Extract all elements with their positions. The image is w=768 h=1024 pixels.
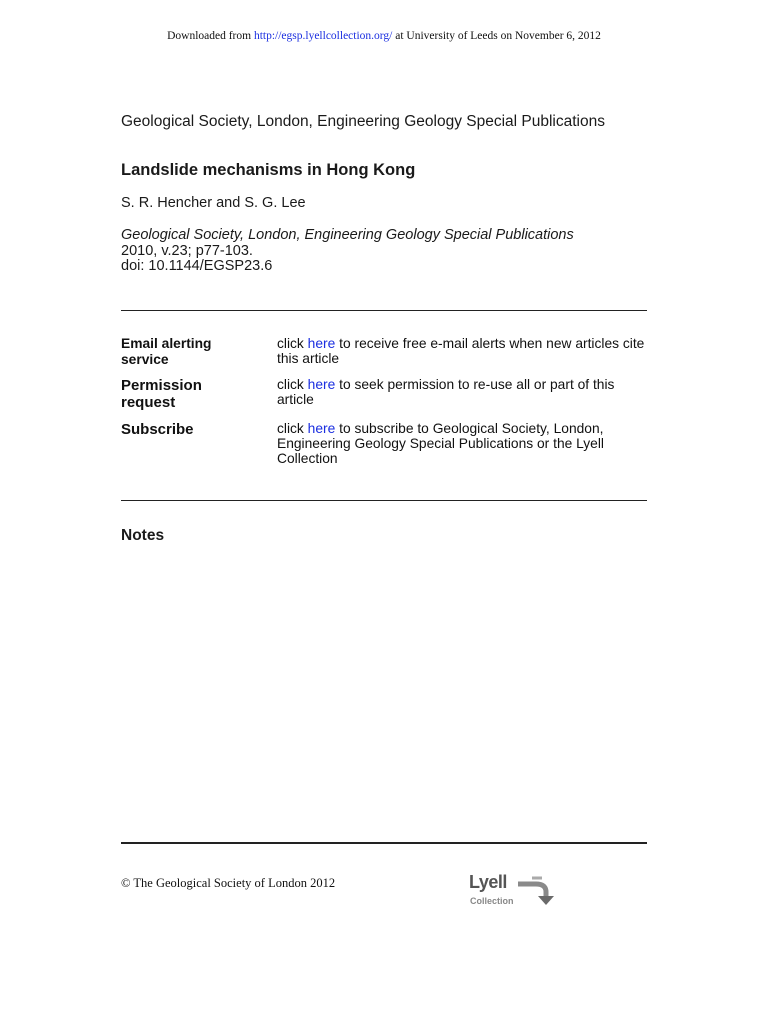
subscribe-suffix: to subscribe to Geological Society, London, Engineering Geology Special Publications or the Lyell Collection [277,421,604,467]
permission-request-label [121,377,251,411]
email-alert-label-line2: service [121,351,169,367]
logo-word: Lyell [469,872,507,892]
permission-request-link[interactable]: here [307,377,336,392]
divider-top [121,310,647,311]
logo-subtitle: Collection [470,896,514,906]
lyell-collection-logo[interactable] [468,872,568,912]
email-alert-label-line1: Email alerting [121,336,212,351]
download-suffix: at University of Leeds on November 6, 2012 [392,30,601,42]
notes-heading: Notes [121,527,165,544]
citation-doi: doi: 10.1144/EGSP23.6 [121,258,273,274]
permission-suffix: to seek permission to re-use all or part of this article [277,377,615,408]
permission-prefix: click [277,377,308,392]
permission-label-line1: Permission [121,377,202,394]
logo-arrow-icon [516,874,562,908]
citation-volume: 2010, v.23; p77-103. [121,242,253,259]
email-alert-label [121,336,251,367]
copyright-notice: © The Geological Society of London 2012 [121,876,336,890]
download-prefix: Downloaded from [167,30,254,42]
journal-name: Geological Society, London, Engineering Geology Special Publications [121,113,605,130]
divider-bottom [121,842,647,844]
article-citation [121,228,574,275]
email-alert-text [277,336,647,366]
subscribe-link[interactable]: here [307,421,336,436]
article-authors: S. R. Hencher and S. G. Lee [121,195,306,211]
article-title: Landslide mechanisms in Hong Kong [121,161,416,179]
email-alert-link[interactable]: here [307,336,336,351]
permission-request-text [277,377,647,407]
download-source-link[interactable]: http://egsp.lyellcollection.org/ [253,30,393,42]
citation-journal: Geological Society, London, Engineering Geology Special Publications [121,227,574,243]
subscribe-prefix: click [277,421,308,436]
permission-label-line2: request [121,394,176,411]
email-alert-suffix: to receive free e-mail alerts when new articles cite this article [277,336,645,367]
divider-middle [121,500,647,501]
download-notice [0,30,768,42]
email-alert-prefix: click [277,336,308,351]
subscribe-label: Subscribe [121,421,194,438]
subscribe-text [277,421,647,467]
